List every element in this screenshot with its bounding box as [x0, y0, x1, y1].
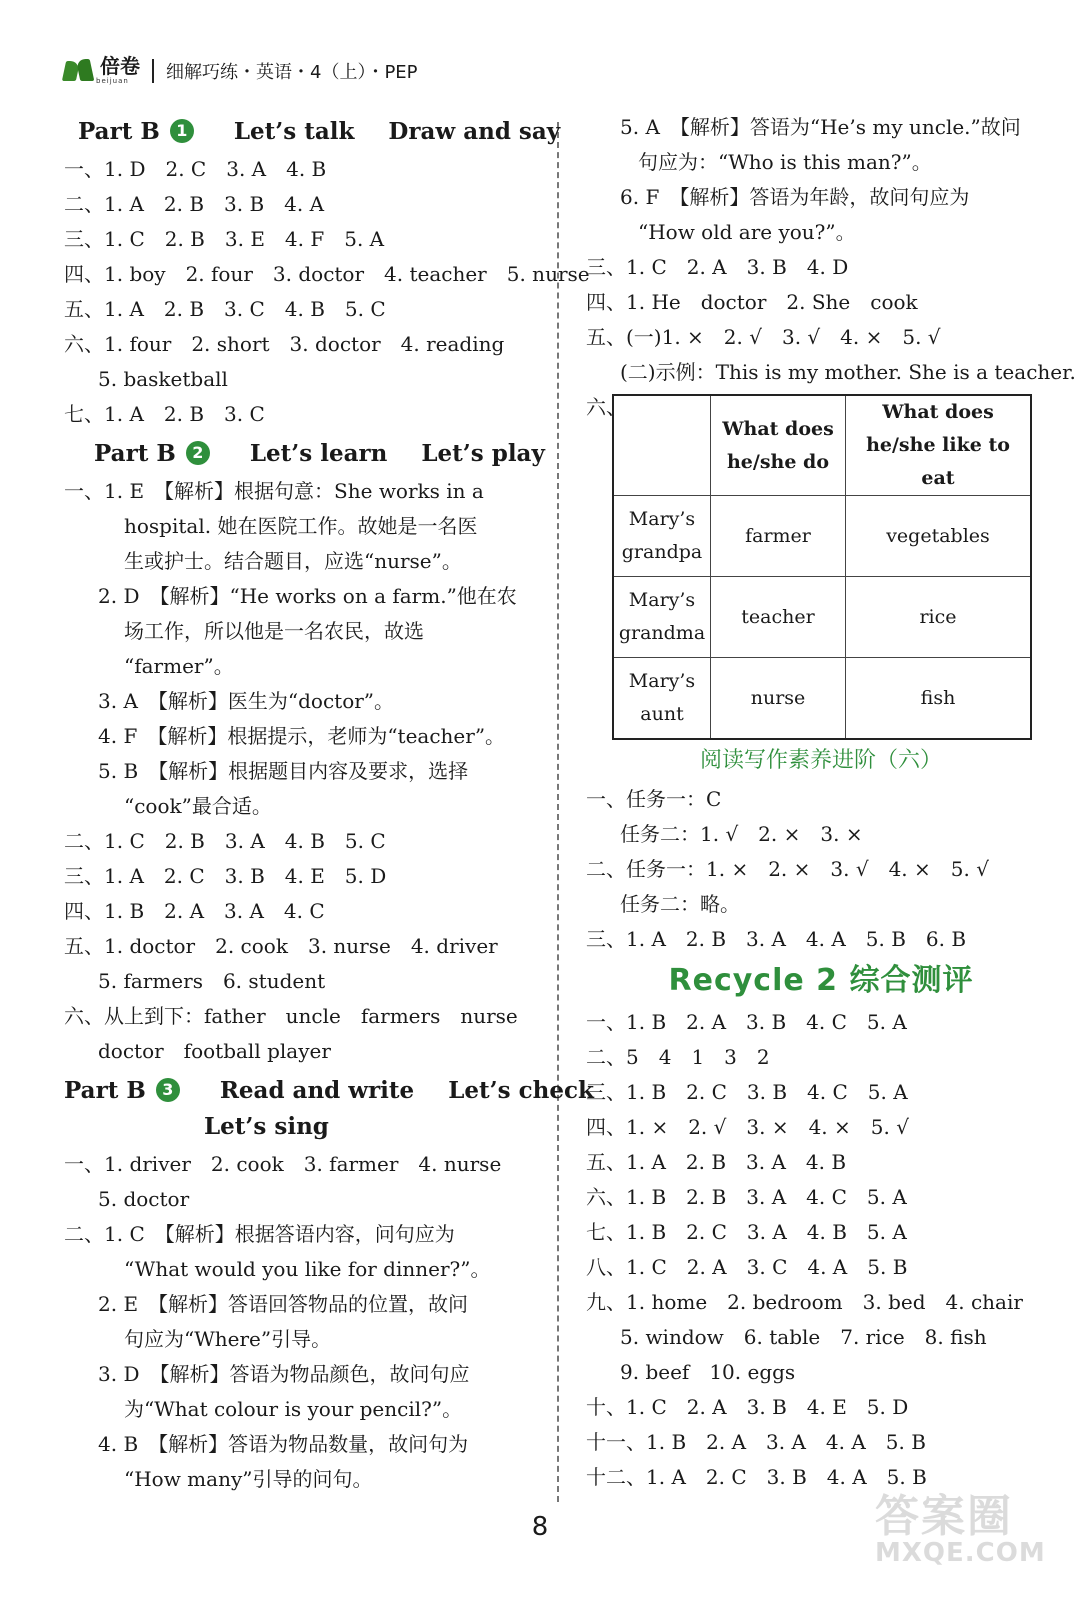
answer-line: 十一、1. B 2. A 3. A 4. A 5. B — [586, 1430, 926, 1454]
section-heading-part-b-1: Part B 1 Let’s talk Draw and say — [78, 118, 561, 145]
answer-line: 9. beef 10. eggs — [620, 1360, 796, 1384]
answer-line: 三、1. C 2. A 3. B 4. D — [586, 255, 849, 279]
answer-line: 九、1. home 2. bedroom 3. bed 4. chair — [586, 1290, 1023, 1314]
answer-line: 二、任务一：1. × 2. × 3. √ 4. × 5. √ — [586, 857, 989, 881]
page-number: 8 — [531, 1512, 549, 1542]
table-cell: nurse — [711, 658, 846, 740]
answer-line: 4. F 【解析】根据提示，老师为“teacher”。 — [98, 724, 506, 748]
answer-line: 三、1. A 2. C 3. B 4. E 5. D — [64, 864, 387, 888]
section-number-icon: 2 — [186, 441, 210, 465]
answer-line: 二、1. C 2. B 3. A 4. B 5. C — [64, 829, 386, 853]
answer-line: 五、(一)1. × 2. √ 3. √ 4. × 5. √ — [586, 325, 941, 349]
answer-line: 为“What colour is your pencil?”。 — [124, 1397, 463, 1421]
answer-table — [612, 394, 1032, 740]
answer-line: 四、1. He doctor 2. She cook — [586, 290, 918, 314]
answer-line: 二、1. C 【解析】根据答语内容，问句应为 — [64, 1222, 455, 1246]
answer-line: 生或护士。结合题目，应选“nurse”。 — [124, 549, 462, 573]
table-cell: farmer — [711, 496, 846, 577]
table-cell: vegetables — [846, 496, 1032, 577]
answer-line: 一、1. B 2. A 3. B 4. C 5. A — [586, 1010, 907, 1034]
answer-line: 三、1. A 2. B 3. A 4. A 5. B 6. B — [586, 927, 967, 951]
column-divider — [557, 122, 559, 1502]
brand-logo-icon — [62, 57, 96, 85]
answer-line: 5. B 【解析】根据题目内容及要求，选择 — [98, 759, 469, 783]
answer-line: 三、1. C 2. B 3. E 4. F 5. A — [64, 227, 385, 251]
answer-line: 五、1. A 2. B 3. C 4. B 5. C — [64, 297, 386, 321]
answer-line: 5. farmers 6. student — [98, 969, 326, 993]
answer-line: 5. window 6. table 7. rice 8. fish — [620, 1325, 987, 1349]
answer-line: 三、1. B 2. C 3. B 4. C 5. A — [586, 1080, 908, 1104]
table-row — [613, 496, 1031, 577]
table-cell: teacher — [711, 577, 846, 658]
table-row — [613, 577, 1031, 658]
answer-line: 5. A 【解析】答语为“He’s my uncle.”故问 — [620, 115, 1021, 139]
answer-line: 八、1. C 2. A 3. C 4. A 5. B — [586, 1255, 908, 1279]
page-header — [62, 54, 418, 88]
watermark-logo: 答案圈 MXQE.COM — [875, 1491, 1046, 1568]
book-title: 细解巧练・英语・4（上）・PEP — [166, 62, 418, 83]
section-number-icon: 3 — [156, 1078, 180, 1102]
section-number-icon: 1 — [170, 119, 194, 143]
answer-line: 3. A 【解析】医生为“doctor”。 — [98, 689, 395, 713]
section-subheading: Let’s sing — [204, 1113, 329, 1140]
answer-line: hospital. 她在医院工作。故她是一名医 — [124, 514, 478, 538]
table-header-job: What does he/she do — [711, 395, 846, 496]
section-heading-part-b-2: Part B 2 Let’s learn Let’s play — [94, 440, 545, 467]
answer-line: 六、1. B 2. B 3. A 4. C 5. A — [586, 1185, 907, 1209]
table-label: 六、 — [586, 395, 626, 419]
answer-line: 句应为“Where”引导。 — [124, 1327, 332, 1351]
right-column — [586, 110, 1076, 1495]
answer-line: 七、1. B 2. C 3. A 4. B 5. A — [586, 1220, 907, 1244]
answer-line: 六、1. four 2. short 3. doctor 4. reading — [64, 332, 505, 356]
answer-line: 5. basketball — [98, 367, 228, 391]
answer-line: doctor football player — [98, 1039, 331, 1063]
table-cell: rice — [846, 577, 1032, 658]
answer-line: 场工作，所以他是一名农民，故选 — [124, 619, 424, 643]
answer-line: 2. E 【解析】答语回答物品的位置，故问 — [98, 1292, 469, 1316]
left-column — [64, 110, 594, 1497]
table-cell: Mary’s aunt — [613, 658, 711, 740]
answer-line: (二)示例：This is my mother. She is a teacher. — [620, 360, 1076, 384]
answer-line: 句应为：“Who is this man?”。 — [638, 150, 932, 174]
answer-line: 5. doctor — [98, 1187, 190, 1211]
answer-line: 六、从上到下：father uncle farmers nurse — [64, 1004, 518, 1028]
answer-line: “How old are you?”。 — [638, 220, 856, 244]
answer-line: “cook”最合适。 — [124, 794, 272, 818]
answer-line: 3. D 【解析】答语为物品颜色，故问句应 — [98, 1362, 470, 1386]
answer-line: 十二、1. A 2. C 3. B 4. A 5. B — [586, 1465, 927, 1489]
answer-table-block — [586, 394, 1056, 740]
answer-line: 一、1. D 2. C 3. A 4. B — [64, 157, 327, 181]
table-row — [613, 658, 1031, 740]
reading-section-title: 阅读写作素养进阶（六） — [699, 748, 942, 773]
brand-name: 倍卷 beijuan — [96, 54, 140, 85]
answer-line: 二、1. A 2. B 3. B 4. A — [64, 192, 325, 216]
table-cell: Mary’s grandpa — [613, 496, 711, 577]
answer-line: 任务二：略。 — [620, 892, 740, 916]
answer-line: “How many”引导的问句。 — [124, 1467, 373, 1491]
answer-line: 五、1. A 2. B 3. A 4. B — [586, 1150, 847, 1174]
answer-line: 2. D 【解析】“He works on a farm.”他在农 — [98, 584, 517, 608]
table-cell: fish — [846, 658, 1032, 740]
answer-line: 6. F 【解析】答语为年龄，故问句应为 — [620, 185, 970, 209]
table-header-food: What does he/she like to eat — [846, 395, 1032, 496]
answer-line: 十、1. C 2. A 3. B 4. E 5. D — [586, 1395, 909, 1419]
answer-line: 一、1. E 【解析】根据句意：She works in a — [64, 479, 484, 503]
answer-line: 四、1. boy 2. four 3. doctor 4. teacher 5. nurse — [64, 262, 590, 286]
answer-line: 一、1. driver 2. cook 3. farmer 4. nurse — [64, 1152, 502, 1176]
answer-line: “What would you like for dinner?”。 — [124, 1257, 491, 1281]
answer-line: 一、任务一：C — [586, 787, 722, 811]
header-divider — [152, 59, 154, 83]
recycle-section-title: Recycle 2 综合测评 — [668, 963, 974, 998]
answer-line: “farmer”。 — [124, 654, 234, 678]
answer-line: 四、1. B 2. A 3. A 4. C — [64, 899, 325, 923]
answer-line: 七、1. A 2. B 3. C — [64, 402, 265, 426]
table-header-blank — [613, 395, 711, 496]
section-heading-part-b-3: Part B 3 Read and write Let’s check — [64, 1077, 594, 1104]
table-cell: Mary’s grandma — [613, 577, 711, 658]
answer-line: 4. B 【解析】答语为物品数量，故问句为 — [98, 1432, 469, 1456]
answer-line: 五、1. doctor 2. cook 3. nurse 4. driver — [64, 934, 498, 958]
answer-line: 任务二：1. √ 2. × 3. × — [620, 822, 863, 846]
answer-line: 四、1. × 2. √ 3. × 4. × 5. √ — [586, 1115, 909, 1139]
answer-line: 二、5 4 1 3 2 — [586, 1045, 770, 1069]
